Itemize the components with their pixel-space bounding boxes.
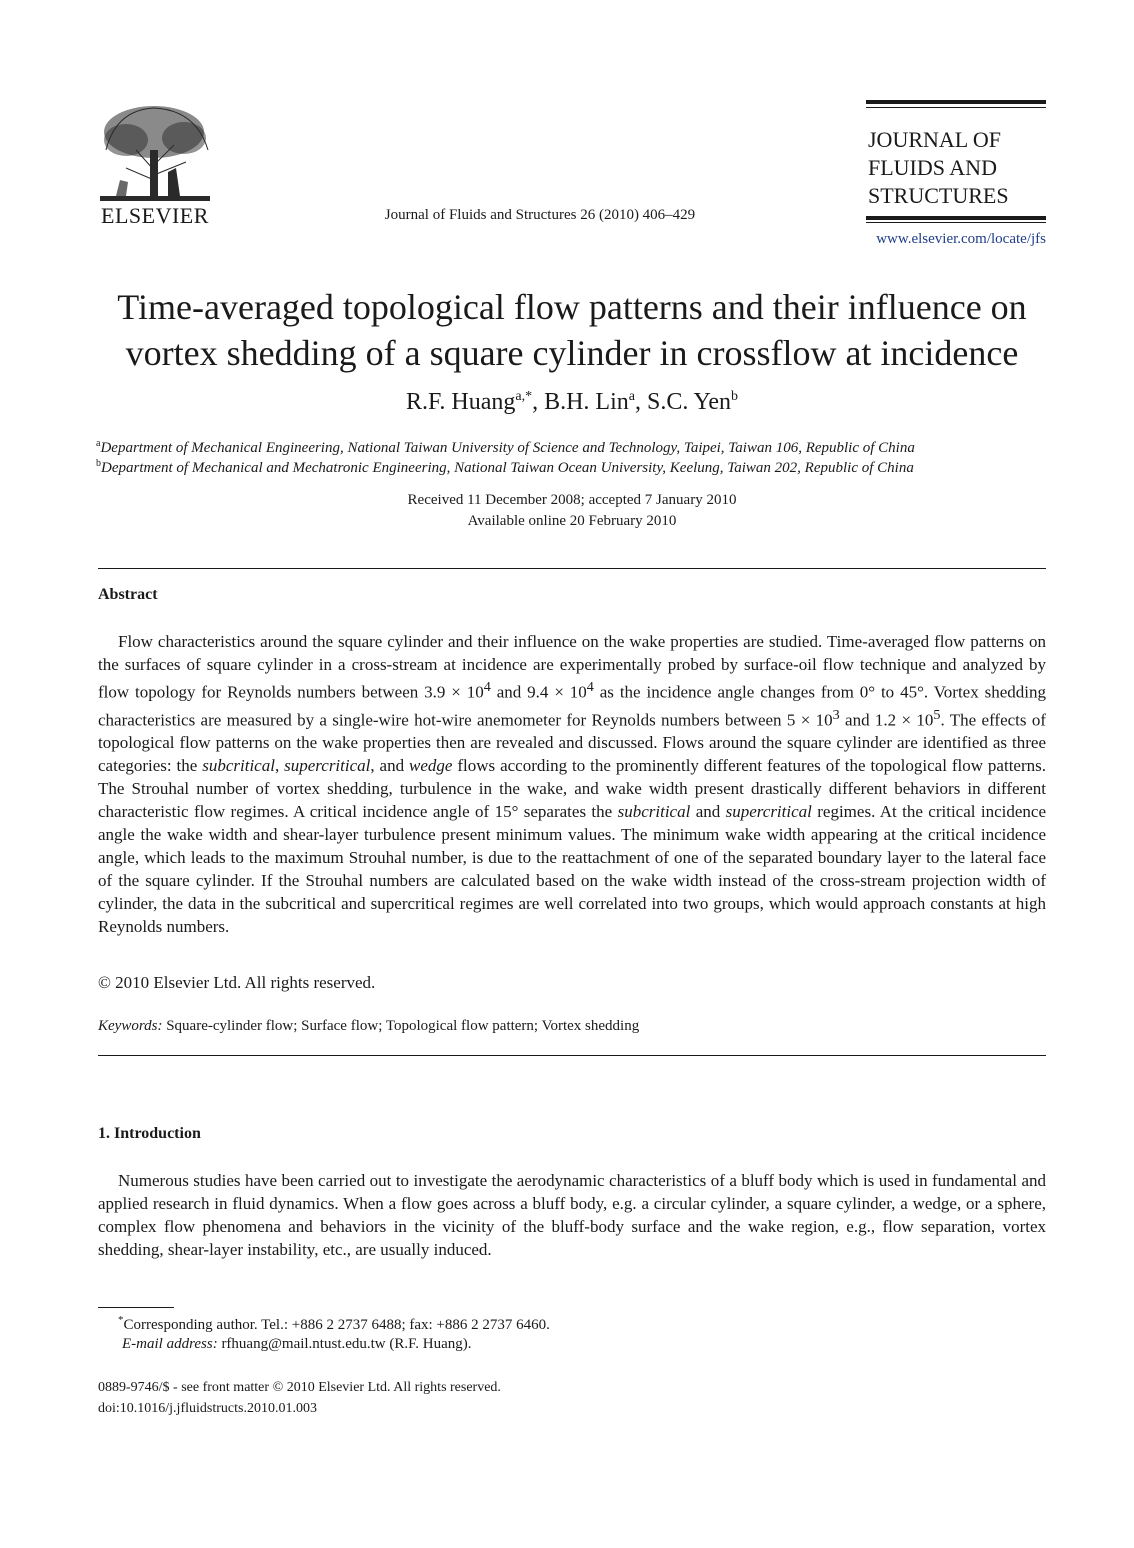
author-list: R.F. Huang$^{a,*}$, B.H. Lin$^a$, S.C. Yen$^b$ bbox=[405, 389, 739, 415]
section-divider bbox=[98, 1055, 1046, 1056]
corresponding-author-footnote bbox=[118, 1314, 550, 1334]
doi-link[interactable]: doi:10.1016/j.jfluidstructs.2010.01.003 bbox=[98, 1401, 317, 1416]
publisher-name: ELSEVIER bbox=[101, 203, 209, 228]
article-title bbox=[88, 284, 1056, 376]
keywords-list: Square-cylinder flow; Surface flow; Topological flow pattern; Vortex shedding bbox=[166, 1018, 640, 1034]
journal-title bbox=[866, 108, 1046, 216]
email-footnote bbox=[122, 1336, 472, 1353]
author-affiliation-mark: b bbox=[731, 389, 739, 404]
author-name: S.C. Yen bbox=[646, 389, 732, 415]
email-label: E-mail address: bbox=[122, 1336, 218, 1352]
affiliation-a bbox=[96, 438, 1048, 457]
affiliation-b bbox=[96, 458, 1048, 477]
section-divider bbox=[98, 568, 1046, 569]
affiliation-text: Department of Mechanical Engineering, National Taiwan University of Science and Technology, Taipei, Taiwan 106, Republic of China bbox=[100, 440, 915, 456]
journal-title-line: FLUIDS AND bbox=[868, 155, 997, 180]
author-name: B.H. Lin bbox=[544, 389, 629, 415]
journal-title-line: JOURNAL OF bbox=[868, 127, 1002, 152]
online-date: Available online 20 February 2010 bbox=[467, 513, 677, 529]
received-date: Received 11 December 2008; accepted 7 January 2010 bbox=[407, 492, 737, 508]
abstract-body: Flow characteristics around the square cylinder and their influence on the wake properties are studied. Time-averaged flow patterns on the surfaces of square cylinder in a cross-stream at incidence are experimentally probed by surface-oil flow technique and analyzed by flow topology for Reynolds numbers between $3.9 \times 10^4$ and $9.4 \times 10^4$ as the incidence angle changes from 0° to 45°. Vortex shedding characteristics are measured by a single-wire hot-wire anemometer for Reynolds numbers between $5 \times 10^3$ and $1.2 \times 10^5$. The effects of topological flow patterns on the wake properties then are revealed and discussed. Flows around the square cylinder are identified as three categories: the subcritical, supercritical, and wedge flows according to the prominently different features of the topological flow patterns. The Strouhal number of vortex shedding, turbulence in the wake, and wake width present drastically different behaviors in different characteristic flow regimes. A critical incidence angle of 15° separates the subcritical and supercritical regimes. At the critical incidence angle the wake width and shear-layer turbulence present minimum values. The minimum wake width appearing at the critical incidence angle, which leads to the maximum Strouhal number, is due to the reattachment of one of the separated boundary layer to the lateral face of the square cylinder. If the Strouhal numbers are calculated based on the wake width instead of the cross-stream projection width of cylinder, the data in the subcritical and supercritical regimes are well correlated into two groups, which would approach constants at high Reynolds numbers. bbox=[98, 632, 1047, 937]
abstract-copyright: © 2010 Elsevier Ltd. All rights reserved. bbox=[98, 973, 376, 992]
abstract-heading: Abstract bbox=[98, 586, 158, 603]
issn-line: 0889-9746/$ - see front matter © 2010 Elsevier Ltd. All rights reserved. bbox=[98, 1380, 501, 1395]
footnote-mark: * bbox=[118, 1314, 124, 1326]
email-address[interactable]: rfhuang@mail.ntust.edu.tw (R.F. Huang). bbox=[221, 1336, 472, 1352]
article-title-line: Time-averaged topological flow patterns and their influence on bbox=[117, 287, 1027, 327]
journal-title-top-rule bbox=[866, 100, 1046, 108]
keywords-label: Keywords: bbox=[98, 1018, 163, 1034]
affiliation-mark: b bbox=[96, 458, 101, 469]
keywords bbox=[98, 1018, 639, 1035]
footnote-rule bbox=[98, 1307, 174, 1308]
footnote-text: Corresponding author. Tel.: +886 2 2737 6488; fax: +886 2 2737 6460. bbox=[123, 1317, 550, 1333]
article-title-line: vortex shedding of a square cylinder in crossflow at incidence bbox=[125, 333, 1019, 373]
introduction-paragraph: Numerous studies have been carried out to investigate the aerodynamic characteristics of a bluff body which is used in fundamental and applied research in fluid dynamics. When a flow goes across a bluff body, e.g. a circular cylinder, a square cylinder, a wedge, or a sphere, complex flow phenomena and behaviors in the vicinity of the bluff-body surface and the wake region, e.g., flow separation, vortex shedding, shear-layer instability, etc., are usually induced. bbox=[98, 1171, 1046, 1259]
section-heading-introduction: 1. Introduction bbox=[98, 1125, 201, 1142]
author-affiliation-mark: a,* bbox=[515, 389, 533, 404]
journal-title-bottom-rule bbox=[866, 216, 1046, 223]
journal-citation: Journal of Fluids and Structures 26 (2010) 406–429 bbox=[384, 207, 696, 223]
affiliation-mark: a bbox=[96, 438, 101, 449]
affiliation-text: Department of Mechanical and Mechatronic Engineering, National Taiwan Ocean University, Keelung, Taiwan 202, Republic of China bbox=[101, 460, 914, 476]
author-name: R.F. Huang bbox=[405, 389, 516, 415]
journal-title-box bbox=[866, 100, 1046, 223]
journal-title-line: STRUCTURES bbox=[868, 183, 1009, 208]
article-dates bbox=[88, 490, 1056, 532]
author-affiliation-mark: a bbox=[628, 389, 635, 404]
journal-url-link[interactable]: www.elsevier.com/locate/jfs bbox=[876, 231, 1046, 247]
